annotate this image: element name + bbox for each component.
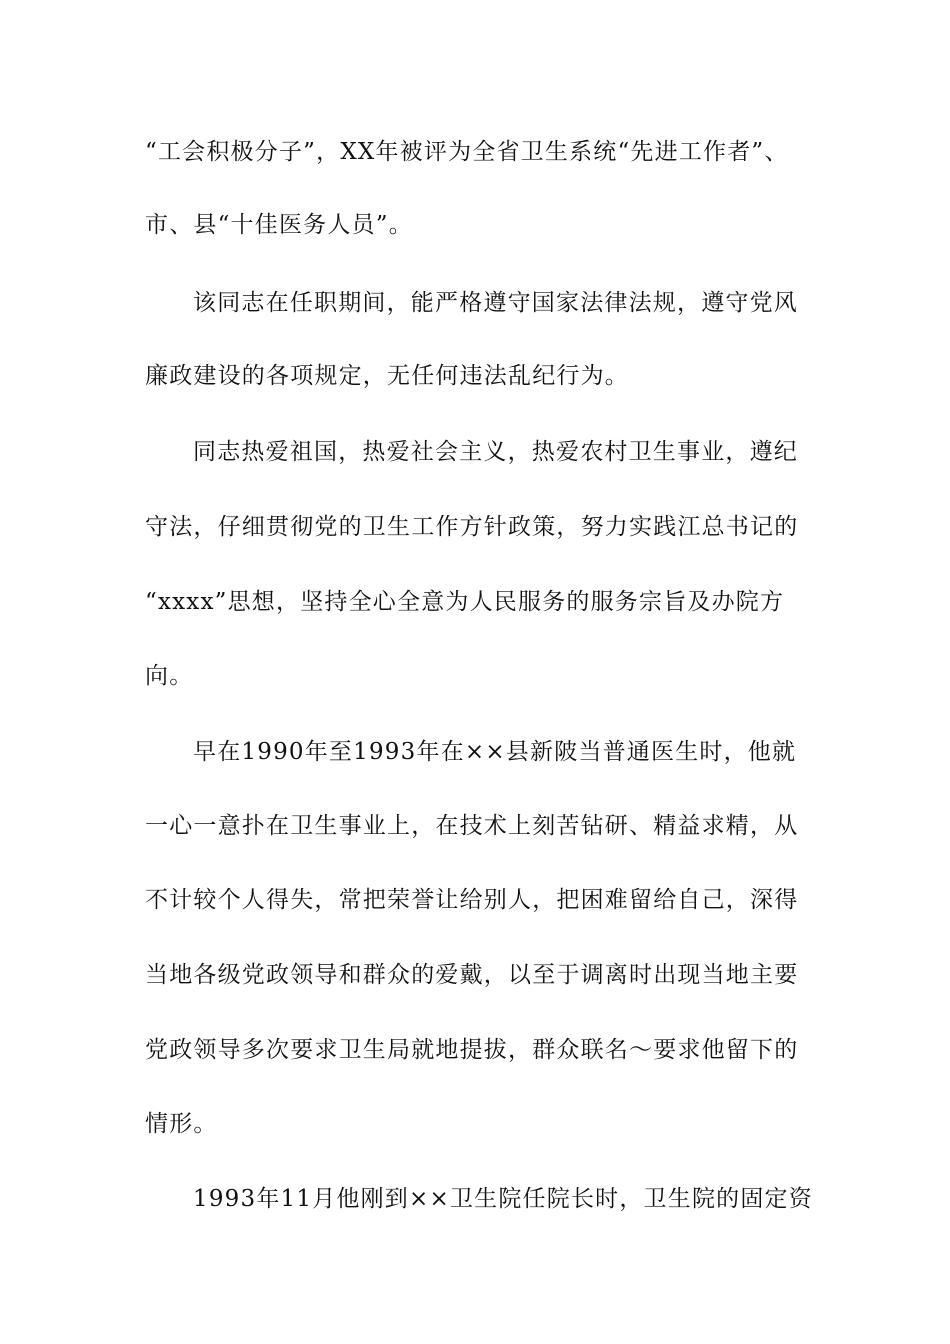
text-line: 廉政建设的各项规定，无任何违法乱纪行为。 xyxy=(145,363,629,389)
paragraph-start-line: 该同志在任职期间，能严格遵守国家法律法规，遵守党风 xyxy=(193,290,798,316)
text-line: “xxxx”思想，坚持全心全意为人民服务的服务宗旨及办院方 xyxy=(145,589,785,615)
text-line: 向。 xyxy=(145,663,194,689)
text-line: 情形。 xyxy=(145,1111,218,1137)
text-line: 党政领导多次要求卫生局就地提拔，群众联名～要求他留下的 xyxy=(145,1037,799,1063)
text-line: 不计较个人得失，常把荣誉让给别人，把困难留给自己，深得 xyxy=(145,887,799,913)
text-line: 当地各级党政领导和群众的爱戴，以至于调离时出现当地主要 xyxy=(145,962,799,988)
text-line: 守法，仔细贯彻党的卫生工作方针政策，努力实践江总书记的 xyxy=(145,514,799,540)
paragraph-start-line: 早在1990年至1993年在××县新陂当普通医生时，他就 xyxy=(193,739,797,765)
paragraph-start-line: 同志热爱祖国，热爱社会主义，热爱农村卫生事业，遵纪 xyxy=(193,439,798,465)
text-line: “工会积极分子”，XX年被评为全省卫生系统“先进工作者”、 xyxy=(145,139,789,165)
text-line: 一心一意扑在卫生事业上，在技术上刻苦钻研、精益求精，从 xyxy=(145,813,799,839)
paragraph-start-line: 1993年11月他刚到××卫生院任院长时，卫生院的固定资 xyxy=(193,1186,813,1212)
text-line: 市、县“十佳医务人员”。 xyxy=(145,212,413,238)
